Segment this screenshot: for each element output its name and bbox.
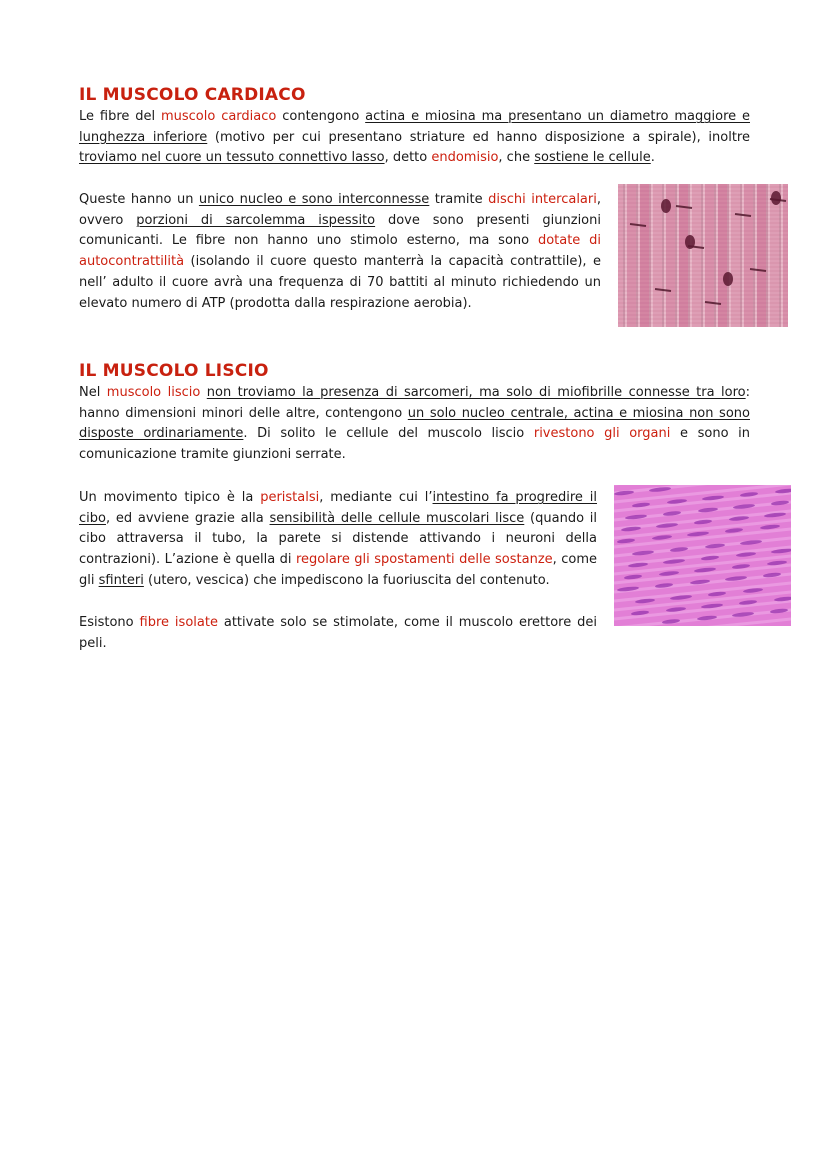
highlighted-term: dotate di autocontrattilità: [79, 233, 601, 270]
text-run: , che: [498, 150, 535, 166]
underlined-phrase: intestino fa progredire il cibo: [79, 490, 597, 526]
underlined-phrase: unico nucleo e sono interconnesse: [198, 192, 430, 207]
text-run: , ed avviene grazie alla: [105, 510, 270, 526]
text-run: (motivo per cui presentano striature ed hanno disposizione a spirale), inoltre: [207, 129, 750, 145]
paragraph-isolated-fibers: [79, 613, 597, 654]
heading-smooth-muscle: IL MUSCOLO LISCIO: [79, 361, 269, 381]
text-run: (quando il cibo attraversa il tubo, la parete si distende attivando i neuroni della contrazioni). L’azione è quella di: [79, 510, 598, 568]
underlined-phrase: un solo nucleo centrale, actina e miosina non sono disposte ordinariamente: [79, 405, 750, 442]
heading-cardiac-muscle: IL MUSCOLO CARDIACO: [79, 85, 306, 105]
paragraph-cardiac-intro: [79, 107, 750, 169]
highlighted-term: rivestono gli organi: [533, 426, 671, 442]
highlighted-term: regolare gli spostamenti delle sostanze: [295, 552, 553, 568]
underlined-phrase: porzioni di sarcolemma ispessito: [136, 212, 376, 228]
text-run: , come gli: [79, 552, 597, 588]
text-run: , mediante cui l’: [319, 490, 433, 505]
paragraph-smooth-intro: [79, 383, 750, 466]
text-run: e sono in comunicazione tramite giunzioni serrate.: [79, 426, 751, 463]
highlighted-term: peristalsi: [260, 490, 320, 505]
paragraph-cardiac-cells: [79, 190, 601, 314]
text-run: Queste hanno un: [79, 192, 199, 207]
text-run: Nel: [79, 385, 107, 400]
text-run: , detto: [384, 150, 432, 166]
underlined-phrase: sfinteri: [98, 572, 144, 588]
text-run: : hanno dimensioni minori delle altre, contengono: [79, 385, 751, 421]
text-run: attivate solo se stimolate, come il muscolo erettore dei peli.: [79, 615, 598, 651]
underlined-phrase: actina e miosina ma presentano un diametro maggiore e lunghezza inferiore: [79, 109, 750, 145]
smooth-muscle-image: [614, 485, 791, 626]
highlighted-term: muscolo liscio: [106, 385, 201, 400]
text-run: contengono: [276, 109, 366, 124]
text-run: , ovvero: [79, 192, 601, 228]
text-run: dove sono presenti giunzioni comunicanti. Le fibre non hanno uno stimolo esterno, ma sono: [79, 212, 601, 249]
cardiac-muscle-image: [618, 184, 788, 327]
paragraph-peristalsis: [79, 488, 597, 592]
text-run: Esistono: [79, 615, 140, 630]
underlined-phrase: sostiene le cellule: [534, 150, 651, 166]
text-run: (utero, vescica) che impediscono la fuoriuscita del contenuto.: [143, 572, 550, 588]
highlighted-term: muscolo cardiaco: [160, 109, 277, 124]
underlined-phrase: troviamo nel cuore un tessuto connettivo lasso: [79, 150, 385, 166]
text-run: tramite: [429, 192, 489, 207]
text-run: Le fibre del: [79, 109, 161, 124]
text-run: Un movimento tipico è la: [79, 490, 261, 505]
text-run: .: [650, 150, 655, 166]
underlined-phrase: sensibilità delle cellule muscolari lisce: [269, 510, 525, 526]
highlighted-term: dischi intercalari: [488, 192, 597, 207]
text-run: (isolando il cuore questo manterrà la capacità contrattile), e nell’ adulto il cuore avrà una frequenza di 70 battiti al minuto richiedendo un elevato numero di ATP (prodotta dalla respirazione aerobia).: [79, 254, 601, 311]
text-run: . Di solito le cellule del muscolo liscio: [243, 426, 534, 442]
highlighted-term: endomisio: [431, 150, 499, 166]
highlighted-term: fibre isolate: [139, 615, 218, 630]
underlined-phrase: non troviamo la presenza di sarcomeri, ma solo di miofibrille connesse tra loro: [206, 385, 746, 400]
